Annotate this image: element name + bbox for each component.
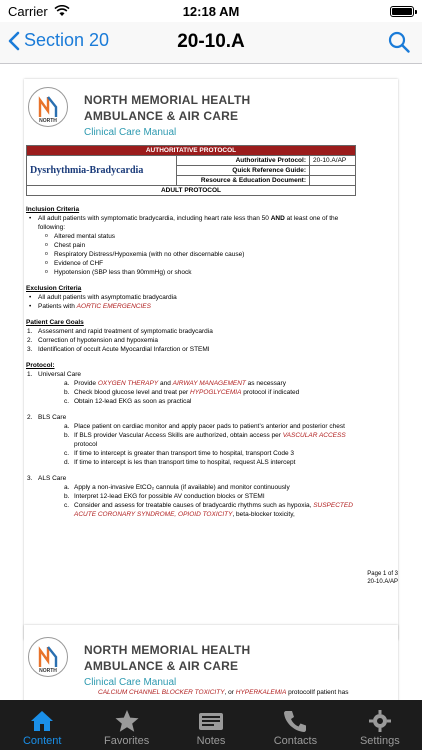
org-name-line1: NORTH MEMORIAL HEALTH (84, 643, 251, 657)
list-item: 1. Universal Care (27, 371, 81, 378)
auth-protocol-value: 20-10.A/AP (310, 156, 356, 166)
star-icon (114, 709, 140, 733)
airway-management-link[interactable]: AIRWAY MANAGEMENT (172, 380, 246, 387)
tab-notes[interactable] (169, 700, 253, 750)
acs-opioid-link[interactable]: SUSPECTED ACUTE CORONARY SYNDROME, OPIOID TOXICITY (74, 502, 353, 518)
list-item: o Evidence of CHF (26, 259, 360, 268)
manual-name: Clinical Care Manual (84, 127, 177, 138)
page-title: 20-10.A (177, 31, 245, 52)
tab-settings[interactable] (338, 700, 422, 750)
protocol-title: Dysrhythmia-Bradycardia (27, 156, 177, 186)
list-item: c. If time to intercept is greater than transport time to hospital, transport Code 3 (64, 450, 295, 457)
exclusion-heading: Exclusion Criteria (26, 285, 82, 292)
tab-content[interactable] (0, 700, 84, 750)
battery-icon (390, 6, 414, 17)
tab-label: Notes (196, 735, 226, 747)
logo-icon (31, 640, 65, 674)
tab-label: Favorites (103, 735, 150, 747)
carrier-label: Carrier (8, 3, 48, 19)
list-item: d. If time to intercept is les than transport time to hospital, request ALS intercept (64, 459, 296, 466)
list-item: 2. Correction of hypotension and hypoxemia (27, 337, 158, 344)
hyperkalemia-link[interactable]: HYPERKALEMIA (235, 689, 287, 696)
resource-label: Resource & Education Document: (177, 176, 310, 186)
auth-protocol-label: Authoritative Protocol: (177, 156, 310, 166)
tab-favorites[interactable] (84, 700, 168, 750)
list-item: c. Consider and assess for treatable causes of bradycardic rhythms such as hypoxia, SUSPECTED ACUTE CORONARY SYNDROME, OPIOID TOXICITY, beta-blocker toxicity, (64, 502, 353, 518)
tab-bar (0, 700, 422, 750)
ccb-toxicity-link[interactable]: CALCIUM CHANNEL BLOCKER TOXICITY (98, 689, 225, 696)
home-icon (29, 709, 55, 733)
north-memorial-logo (28, 87, 68, 127)
resource-value (310, 176, 356, 186)
hypoglycemia-link[interactable]: HYPOGLYCEMIA (190, 389, 242, 396)
adult-protocol-label: ADULT PROTOCOL (27, 186, 356, 196)
manual-name: Clinical Care Manual (84, 677, 177, 688)
tab-label: Content (22, 735, 62, 747)
list-item: a. Place patient on cardiac monitor and apply pacer pads to patient’s anterior and posterior chest (64, 423, 345, 430)
phone-icon (282, 709, 308, 733)
oxygen-therapy-link[interactable]: OXYGEN THERAPY (97, 380, 159, 387)
page-2-text: CALCIUM CHANNEL BLOCKER TOXICITY, or HYPERKALEMIA protocolIf patient has (98, 689, 349, 696)
quick-ref-value (310, 166, 356, 176)
protocol-heading: Protocol: (26, 362, 55, 369)
back-label: Section 20 (24, 30, 110, 50)
list-item: o Respiratory Distress/Hypoxemia (with no other discernable cause) (26, 250, 360, 259)
logo-text: NORTH (39, 118, 57, 124)
list-item: c. Obtain 12-lead EKG as soon as practical (64, 398, 192, 405)
inclusion-heading: Inclusion Criteria (26, 206, 80, 213)
list-item: b. If BLS provider Vascular Access Skills are authorized, obtain access per VASCULAR ACCESS protocol (64, 432, 346, 448)
list-item: o Altered mental status (26, 232, 360, 241)
tab-contacts[interactable] (253, 700, 337, 750)
list-item: o Hypotension (SBP less than 90mmHg) or shock (26, 268, 360, 277)
protocol-body (26, 205, 360, 519)
goals-heading: Patient Care Goals (26, 319, 84, 326)
list-item: o Chest pain (26, 241, 360, 250)
document-header (28, 87, 348, 147)
logo-icon (31, 90, 65, 124)
navigation-bar (0, 22, 422, 64)
document-viewer[interactable] (0, 65, 422, 700)
status-bar (0, 0, 422, 22)
list-item: a. Provide OXYGEN THERAPY and AIRWAY MANAGEMENT as necessary (64, 380, 286, 387)
org-name-line2: AMBULANCE & AIR CARE (84, 109, 239, 123)
list-item: 3. ALS Care (27, 475, 67, 482)
gear-icon (367, 709, 393, 733)
document-header-page-2 (28, 637, 348, 697)
list-item: 2. BLS Care (27, 414, 67, 421)
tab-label: Settings (359, 735, 400, 747)
protocol-table (26, 145, 356, 196)
logo-text: NORTH (39, 668, 57, 674)
org-name-line1: NORTH MEMORIAL HEALTH (84, 93, 251, 107)
search-icon[interactable] (388, 31, 410, 53)
list-item: a. Apply a non-invasive EtCO₂ cannula (if available) and monitor continuously (64, 484, 290, 491)
list-item: 3. Identification of occult Acute Myocardial Infarction or STEMI (27, 346, 210, 353)
notes-icon (197, 709, 225, 733)
list-item: b. Check blood glucose level and treat per HYPOGLYCEMIA protocol if indicated (64, 389, 300, 396)
aortic-emergencies-link[interactable]: AORTIC EMERGENCIES (76, 303, 151, 310)
list-item: • Patients with AORTIC EMERGENCIES (26, 302, 360, 311)
vascular-access-link[interactable]: VASCULAR ACCESS (282, 432, 346, 439)
list-item: 1. Assessment and rapid treatment of symptomatic bradycardia (27, 328, 213, 335)
list-item: • All adult patients with asymptomatic bradycardia (26, 293, 360, 302)
list-item: b. Interpret 12-lead EKG for possible AV conduction blocks or STEMI (64, 493, 265, 500)
list-item: • All adult patients with symptomatic bradycardia, including heart rate less than 50 AND at least one of the following: (26, 214, 360, 232)
tab-label: Contacts (273, 735, 318, 747)
page-number: Page 1 of 3 20-10.A/AP (367, 571, 398, 585)
clock: 12:18 AM (182, 3, 240, 19)
authoritative-header: AUTHORITATIVE PROTOCOL (27, 146, 356, 156)
org-name-line2: AMBULANCE & AIR CARE (84, 659, 239, 673)
quick-ref-label: Quick Reference Guide: (177, 166, 310, 176)
north-memorial-logo (28, 637, 68, 677)
